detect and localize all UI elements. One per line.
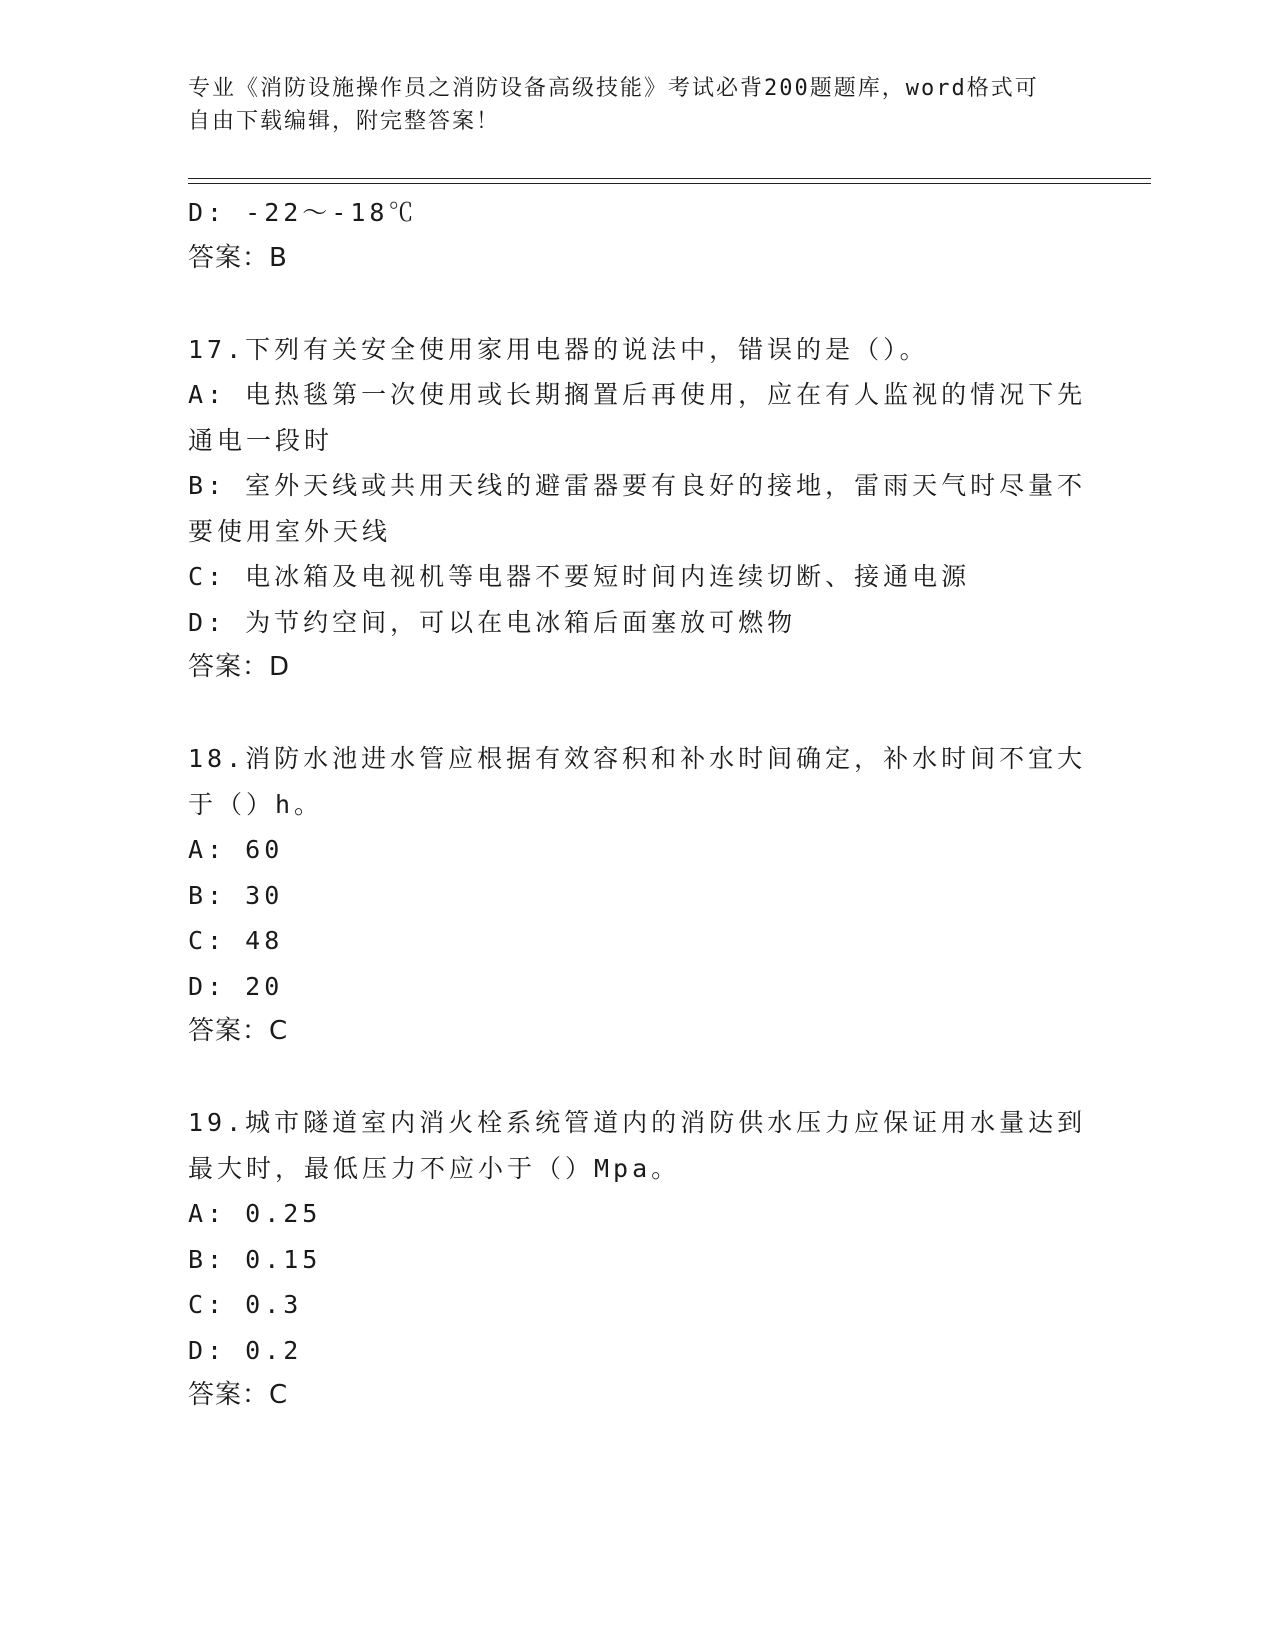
option-b: B: 室外天线或共用天线的避雷器要有良好的接地，雷雨天气时尽量不 bbox=[188, 471, 1087, 500]
answer-line: 答案：B bbox=[188, 242, 288, 273]
option-b: B: 30 bbox=[188, 880, 284, 910]
option-d: D: 20 bbox=[188, 971, 284, 1001]
answer-line: 答案：C bbox=[188, 1380, 289, 1410]
document-header bbox=[188, 72, 1068, 138]
question-stem-continued: 于（）h。 bbox=[188, 789, 324, 819]
option-c: C: 48 bbox=[188, 926, 284, 955]
option-c: C: 0.3 bbox=[188, 1290, 303, 1319]
question-19 bbox=[188, 1100, 1088, 1419]
option-c: C: 电冰箱及电视机等电器不要短时间内连续切断、接通电源 bbox=[188, 562, 971, 591]
question-18 bbox=[188, 736, 1088, 1055]
question-16-continuation bbox=[188, 190, 1088, 281]
answer-line: 答案：C bbox=[188, 1016, 289, 1046]
spacer bbox=[188, 1055, 1088, 1101]
option-a-continued: 通电一段时 bbox=[188, 425, 334, 455]
header-divider-bottom bbox=[188, 183, 1151, 184]
question-17 bbox=[188, 327, 1088, 691]
option-d: D: 0.2 bbox=[188, 1335, 303, 1365]
header-title-line-1: 专业《消防设施操作员之消防设备高级技能》考试必背200题题库，word格式可 bbox=[188, 76, 1039, 101]
option-d: D: -22～-18℃ bbox=[188, 198, 418, 227]
header-divider-top bbox=[188, 178, 1151, 179]
option-d: D: 为节约空间，可以在电冰箱后面塞放可燃物 bbox=[188, 607, 797, 637]
option-b-continued: 要使用室外天线 bbox=[188, 516, 392, 546]
question-stem-continued: 最大时，最低压力不应小于（）Mpa。 bbox=[188, 1153, 681, 1183]
question-stem: 17.下列有关安全使用家用电器的说法中，错误的是（）。 bbox=[188, 334, 929, 364]
question-stem: 18.消防水池进水管应根据有效容积和补水时间确定，补水时间不宜大 bbox=[188, 744, 1087, 773]
option-b: B: 0.15 bbox=[188, 1244, 322, 1274]
option-a: A: 0.25 bbox=[188, 1199, 322, 1228]
spacer bbox=[188, 691, 1088, 737]
option-a: A: 60 bbox=[188, 835, 284, 864]
answer-line: 答案：D bbox=[188, 652, 291, 682]
header-title-line-2: 自由下载编辑，附完整答案！ bbox=[188, 109, 501, 134]
document-body bbox=[188, 190, 1088, 1419]
question-stem: 19.城市隧道室内消火栓系统管道内的消防供水压力应保证用水量达到 bbox=[188, 1108, 1087, 1137]
spacer bbox=[188, 281, 1088, 327]
option-a: A: 电热毯第一次使用或长期搁置后再使用，应在有人监视的情况下先 bbox=[188, 380, 1087, 409]
